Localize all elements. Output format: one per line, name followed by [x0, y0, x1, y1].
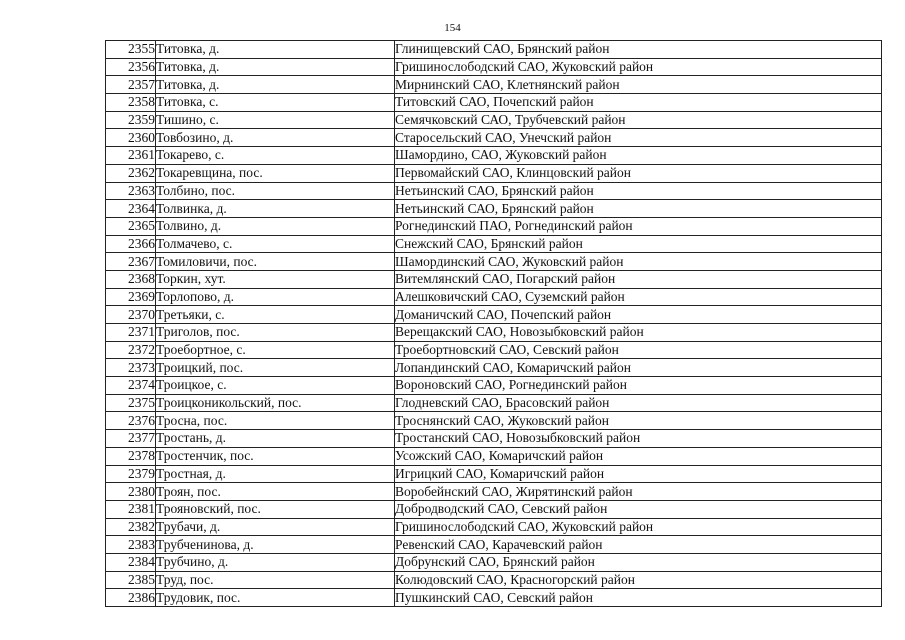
table-row — [106, 270, 882, 288]
administrative-unit-cell: Доманичский САО, Почепский район — [395, 306, 882, 324]
table-row — [106, 58, 882, 76]
row-number-cell: 2358 — [106, 94, 156, 112]
table-row — [106, 76, 882, 94]
settlement-name-cell: Томиловичи, пос. — [156, 253, 395, 271]
administrative-unit-cell: Мирнинский САО, Клетнянский район — [395, 76, 882, 94]
row-number-cell: 2355 — [106, 41, 156, 59]
administrative-unit-cell: Вороновский САО, Рогнединский район — [395, 377, 882, 395]
row-number-cell: 2385 — [106, 571, 156, 589]
settlement-name-cell: Токарево, с. — [156, 147, 395, 165]
row-number-cell: 2365 — [106, 217, 156, 235]
table-row — [106, 41, 882, 59]
administrative-unit-cell: Добродводский САО, Севский район — [395, 500, 882, 518]
table-row — [106, 288, 882, 306]
settlement-name-cell: Тростенчик, пос. — [156, 447, 395, 465]
row-number-cell: 2380 — [106, 483, 156, 501]
row-number-cell: 2367 — [106, 253, 156, 271]
table-row — [106, 447, 882, 465]
row-number-cell: 2370 — [106, 306, 156, 324]
table-row — [106, 553, 882, 571]
administrative-unit-cell: Лопандинский САО, Комаричский район — [395, 359, 882, 377]
settlement-name-cell: Тростная, д. — [156, 465, 395, 483]
settlement-name-cell: Трубчино, д. — [156, 553, 395, 571]
table-row — [106, 430, 882, 448]
administrative-unit-cell: Глинищевский САО, Брянский район — [395, 41, 882, 59]
administrative-unit-cell: Нетьинский САО, Брянский район — [395, 200, 882, 218]
row-number-cell: 2369 — [106, 288, 156, 306]
settlement-name-cell: Троицкое, с. — [156, 377, 395, 395]
administrative-unit-cell: Нетьинский САО, Брянский район — [395, 182, 882, 200]
row-number-cell: 2372 — [106, 341, 156, 359]
row-number-cell: 2375 — [106, 394, 156, 412]
settlement-name-cell: Титовка, д. — [156, 58, 395, 76]
administrative-unit-cell: Шамордино, САО, Жуковский район — [395, 147, 882, 165]
settlement-name-cell: Торкин, хут. — [156, 270, 395, 288]
settlements-table — [105, 40, 882, 607]
table-row — [106, 483, 882, 501]
settlement-name-cell: Тросна, пос. — [156, 412, 395, 430]
settlement-name-cell: Трубачи, д. — [156, 518, 395, 536]
settlement-name-cell: Триголов, пос. — [156, 324, 395, 342]
settlement-name-cell: Товбозино, д. — [156, 129, 395, 147]
administrative-unit-cell: Рогнединский ПАО, Рогнединский район — [395, 217, 882, 235]
table-row — [106, 94, 882, 112]
settlement-name-cell: Толвинка, д. — [156, 200, 395, 218]
settlement-name-cell: Толбино, пос. — [156, 182, 395, 200]
settlement-name-cell: Труд, пос. — [156, 571, 395, 589]
table-row — [106, 377, 882, 395]
administrative-unit-cell: Гришинослободский САО, Жуковский район — [395, 518, 882, 536]
table-row — [106, 164, 882, 182]
row-number-cell: 2382 — [106, 518, 156, 536]
table-row — [106, 500, 882, 518]
settlement-name-cell: Троицкий, пос. — [156, 359, 395, 377]
table-row — [106, 359, 882, 377]
administrative-unit-cell: Глодневский САО, Брасовский район — [395, 394, 882, 412]
row-number-cell: 2356 — [106, 58, 156, 76]
table-row — [106, 465, 882, 483]
table-row — [106, 182, 882, 200]
row-number-cell: 2366 — [106, 235, 156, 253]
table-row — [106, 394, 882, 412]
administrative-unit-cell: Снежский САО, Брянский район — [395, 235, 882, 253]
row-number-cell: 2363 — [106, 182, 156, 200]
settlement-name-cell: Третьяки, с. — [156, 306, 395, 324]
table-row — [106, 129, 882, 147]
settlement-name-cell: Титовка, д. — [156, 76, 395, 94]
row-number-cell: 2386 — [106, 589, 156, 607]
row-number-cell: 2368 — [106, 270, 156, 288]
table-row — [106, 536, 882, 554]
administrative-unit-cell: Старосельский САО, Унечский район — [395, 129, 882, 147]
administrative-unit-cell: Тростанский САО, Новозыбковский район — [395, 430, 882, 448]
table-row — [106, 253, 882, 271]
administrative-unit-cell: Шамординский САО, Жуковский район — [395, 253, 882, 271]
settlement-name-cell: Толмачево, с. — [156, 235, 395, 253]
row-number-cell: 2361 — [106, 147, 156, 165]
administrative-unit-cell: Титовский САО, Почепский район — [395, 94, 882, 112]
page-number: 154 — [444, 22, 461, 34]
row-number-cell: 2377 — [106, 430, 156, 448]
settlement-name-cell: Титовка, д. — [156, 41, 395, 59]
row-number-cell: 2371 — [106, 324, 156, 342]
settlement-name-cell: Троян, пос. — [156, 483, 395, 501]
row-number-cell: 2383 — [106, 536, 156, 554]
table-row — [106, 111, 882, 129]
row-number-cell: 2381 — [106, 500, 156, 518]
table-row — [106, 306, 882, 324]
administrative-unit-cell: Верещакский САО, Новозыбковский район — [395, 324, 882, 342]
administrative-unit-cell: Гришинослободский САО, Жуковский район — [395, 58, 882, 76]
row-number-cell: 2378 — [106, 447, 156, 465]
administrative-unit-cell: Усожский САО, Комаричский район — [395, 447, 882, 465]
table-body — [106, 41, 882, 607]
settlement-name-cell: Тишино, с. — [156, 111, 395, 129]
administrative-unit-cell: Троебортновский САО, Севский район — [395, 341, 882, 359]
settlement-name-cell: Торлопово, д. — [156, 288, 395, 306]
settlement-name-cell: Титовка, с. — [156, 94, 395, 112]
administrative-unit-cell: Воробейнский САО, Жирятинский район — [395, 483, 882, 501]
administrative-unit-cell: Ревенский САО, Карачевский район — [395, 536, 882, 554]
table-row — [106, 147, 882, 165]
table-row — [106, 217, 882, 235]
administrative-unit-cell: Колюдовский САО, Красногорский район — [395, 571, 882, 589]
settlement-name-cell: Трояновский, пос. — [156, 500, 395, 518]
administrative-unit-cell: Троснянский САО, Жуковский район — [395, 412, 882, 430]
table-row — [106, 412, 882, 430]
settlement-name-cell: Толвино, д. — [156, 217, 395, 235]
settlement-name-cell: Токаревщина, пос. — [156, 164, 395, 182]
row-number-cell: 2376 — [106, 412, 156, 430]
settlement-name-cell: Троебортное, с. — [156, 341, 395, 359]
settlement-name-cell: Трубченинова, д. — [156, 536, 395, 554]
row-number-cell: 2357 — [106, 76, 156, 94]
settlement-name-cell: Троицконикольский, пос. — [156, 394, 395, 412]
administrative-unit-cell: Игрицкий САО, Комаричский район — [395, 465, 882, 483]
table-row — [106, 324, 882, 342]
row-number-cell: 2362 — [106, 164, 156, 182]
administrative-unit-cell: Добрунский САО, Брянский район — [395, 553, 882, 571]
row-number-cell: 2359 — [106, 111, 156, 129]
administrative-unit-cell: Первомайский САО, Клинцовский район — [395, 164, 882, 182]
settlement-name-cell: Трудовик, пос. — [156, 589, 395, 607]
row-number-cell: 2374 — [106, 377, 156, 395]
table-row — [106, 518, 882, 536]
settlement-name-cell: Тростань, д. — [156, 430, 395, 448]
table-row — [106, 200, 882, 218]
table-row — [106, 235, 882, 253]
row-number-cell: 2360 — [106, 129, 156, 147]
administrative-unit-cell: Алешковичский САО, Суземский район — [395, 288, 882, 306]
row-number-cell: 2379 — [106, 465, 156, 483]
row-number-cell: 2373 — [106, 359, 156, 377]
administrative-unit-cell: Семячковский САО, Трубчевский район — [395, 111, 882, 129]
table-row — [106, 589, 882, 607]
administrative-unit-cell: Пушкинский САО, Севский район — [395, 589, 882, 607]
administrative-unit-cell: Витемлянский САО, Погарский район — [395, 270, 882, 288]
row-number-cell: 2384 — [106, 553, 156, 571]
row-number-cell: 2364 — [106, 200, 156, 218]
table-row — [106, 341, 882, 359]
table-row — [106, 571, 882, 589]
